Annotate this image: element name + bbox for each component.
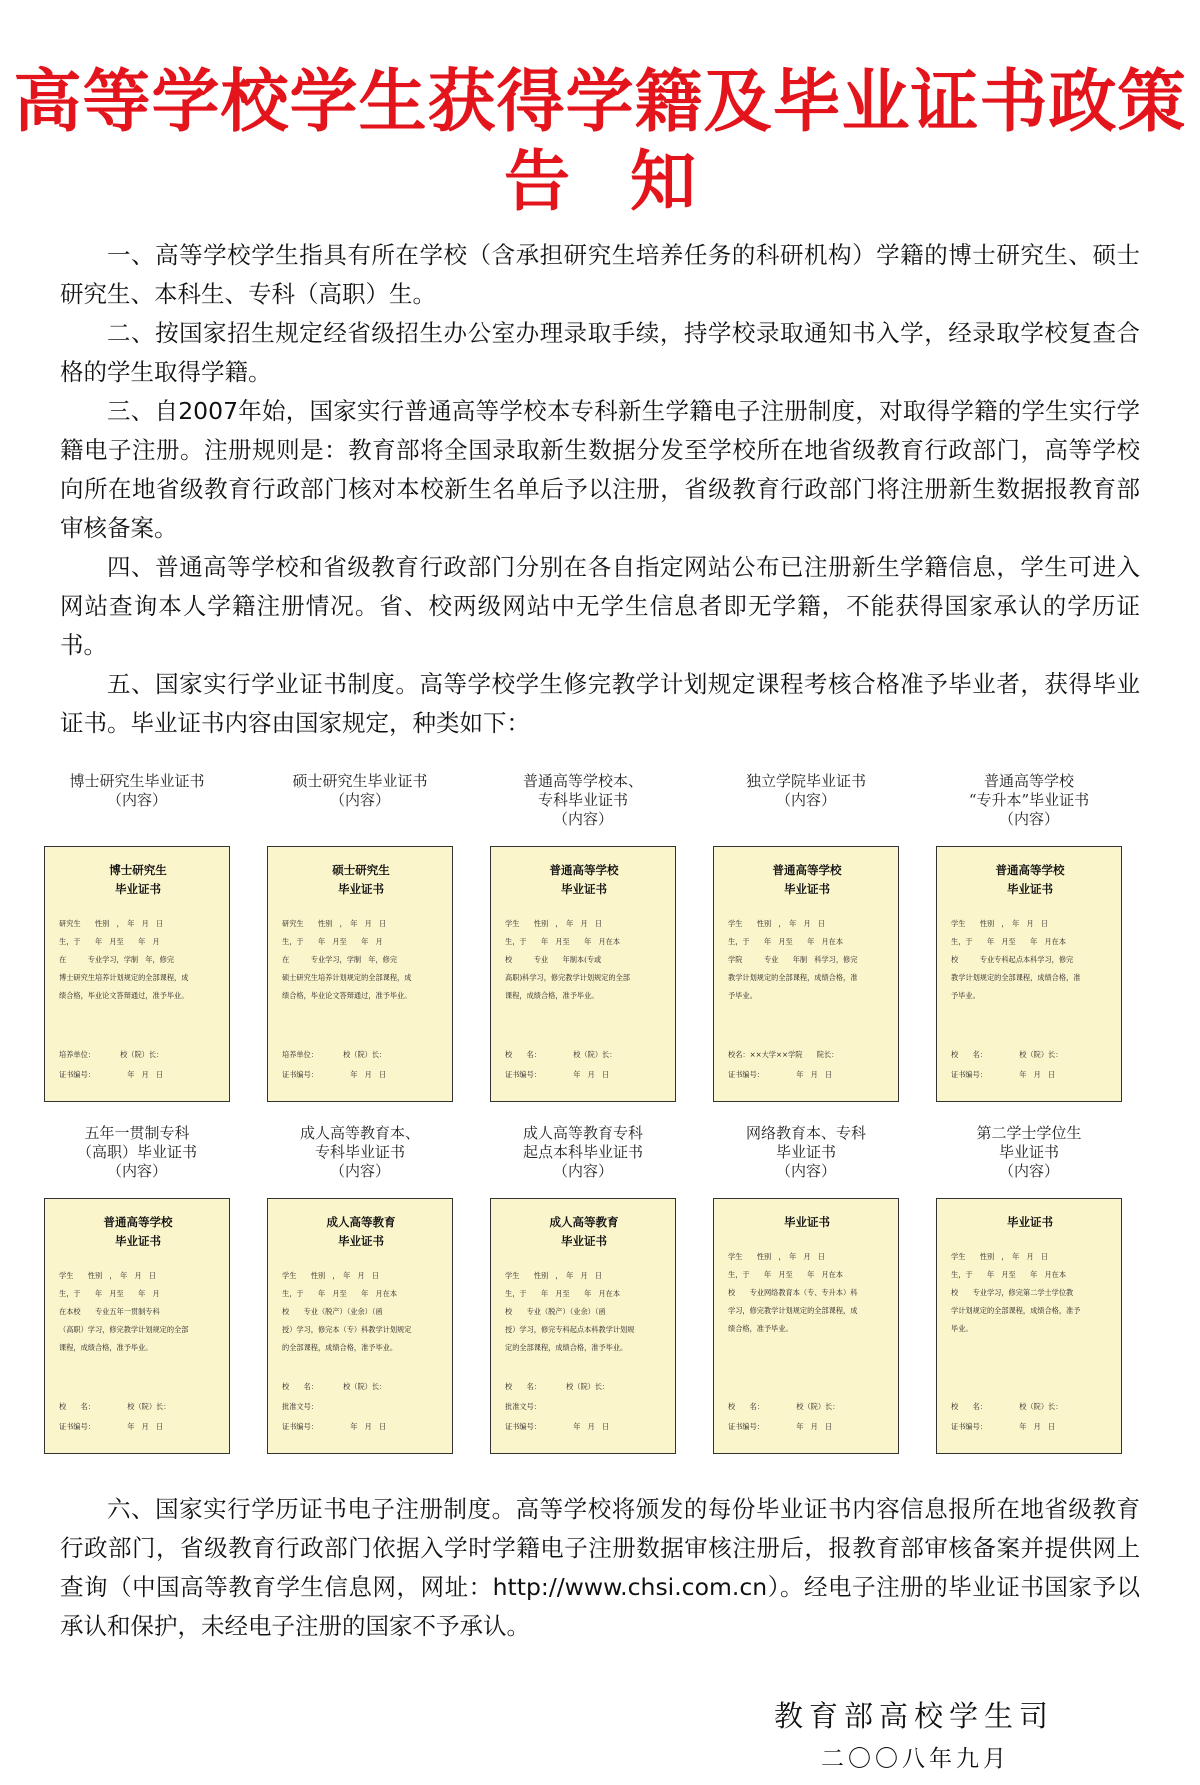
certificate-body-line: 在 专业学习，学制 年，修完 [59,955,175,964]
certificate-body-line: 学生 性别 ， 年 月 日 [951,1252,1049,1261]
certificate-footer [505,1045,665,1085]
policy-paragraph: 三、自2007年始，国家实行普通高等学校本专科新生学籍电子注册制度，对取得学籍的学生实行学籍电子注册。注册规则是：教育部将全国录取新生数据分发至学校所在地省级教育行政部门，高等学校向所在地省级教育行政部门核对本校新生名单后予以注册，省级教育行政部门将注册新生数据报教育部审核备案。 [60,397,1140,542]
certificate-card [267,1198,453,1454]
certificate-sample [936,1124,1122,1454]
certificate-sample [490,772,676,1102]
certificate-title [282,861,440,899]
certificate-body-line: 学院 专业 年制 科学习，修完 [728,955,858,964]
policy-paragraph: 五、国家实行学业证书制度。高等学校学生修完教学计划规定课程考核合格准予毕业者，获得毕业证书。毕业证书内容由国家规定，种类如下： [60,670,1140,737]
certificate-body-line: 学生 性别 ， 年 月 日 [282,1271,380,1280]
caption-line: 起点本科毕业证书 [522,1143,643,1161]
certificate-body-line: 生，于 年 月至 年 月 [59,937,160,946]
certificate-title [282,1213,440,1251]
certificate-body-line: 教学计划规定的全部课程，成绩合格，准 [728,973,858,982]
certificate-body [728,1248,886,1338]
certificate-caption [490,772,676,846]
certificate-footer-line: 校 名： 校（院）长： [505,1382,610,1391]
certificate-title-line: 毕业证书 [561,882,607,896]
certificate-footer-line: 校名：××大学××学院 院长： [728,1050,839,1059]
certificate-body-line: 绩合格，准予毕业。 [728,1324,793,1333]
paragraph-item-6: 六、国家实行学历证书电子注册制度。高等学校将颁发的每份毕业证书内容信息报所在地省级教育行政部门，省级教育行政部门依据入学时学籍电子注册数据审核注册后，报教育部审核备案并提供网上查询（中国高等教育学生信息网，网址：http://www.chsi.com.cn）。经电子注册的毕业证书国家予以承认和保护，未经电子注册的国家不予承认。 [60,1495,1140,1640]
certificate-card [936,1198,1122,1454]
certificate-footer-line: 校 名： 校（院）长： [728,1402,840,1411]
certificate-title-line: 毕业证书 [115,882,161,896]
caption-line: 五年一贯制专科 [84,1124,190,1142]
caption-line: （内容） [106,1162,167,1180]
certificate-body-line: 绩合格，毕业论文答辩通过，准予毕业。 [282,991,412,1000]
caption-line: （内容） [775,791,836,809]
certificate-body-line: 予毕业。 [728,991,757,1000]
certificate-caption [490,1124,676,1198]
certificate-card [713,1198,899,1454]
certificate-title-line: 毕业证书 [338,882,384,896]
certificate-body-line: 授）学习，修完专科起点本科教学计划规 [505,1325,635,1334]
certificate-card [490,1198,676,1454]
certificate-title-line: 普通高等学校 [103,1215,173,1229]
certificate-footer-line: 培养单位： 校（院）长： [59,1050,164,1059]
certificate-caption [713,1124,899,1198]
certificate-footer-line: 证书编号： 年 月 日 [951,1422,1056,1431]
certificate-card [44,846,230,1102]
certificate-body-line: （高职）学习，修完教学计划规定的全部 [59,1325,189,1334]
certificate-footer [951,1045,1111,1085]
caption-line: 毕业证书 [998,1143,1059,1161]
certificate-title-line: 成人高等教育 [326,1215,396,1229]
certificate-body-line: 校 专业学习，修完第二学士学位教 [951,1288,1074,1297]
certificate-footer [59,1397,219,1437]
certificate-body-line: 学生 性别 ， 年 月 日 [505,919,603,928]
certificate-title [728,861,886,899]
certificate-body-line: 的全部课程，成绩合格，准予毕业。 [282,1343,398,1352]
caption-line: 网络教育本、专科 [745,1124,866,1142]
caption-line: 独立学院毕业证书 [745,772,866,790]
policy-intro [60,236,1140,743]
certificate-title-line: 普通高等学校 [549,863,619,877]
certificate-footer-line: 校 名： 校（院）长： [951,1402,1063,1411]
caption-line: （内容） [775,1162,836,1180]
certificate-caption [44,1124,230,1198]
certificate-body-line: 校 专业（脱产）（业余）（函 [282,1307,383,1316]
certificate-body-line: 研究生 性别 ， 年 月 日 [282,919,387,928]
certificate-title-line: 毕业证书 [115,1234,161,1248]
caption-line: （内容） [106,791,167,809]
certificate-caption [267,1124,453,1198]
certificate-body-line: 教学计划规定的全部课程，成绩合格，准 [951,973,1081,982]
certificate-footer [59,1045,219,1085]
certificate-caption [267,772,453,846]
certificate-title-line: 硕士研究生 [332,863,390,877]
certificate-body-line: 校 专业网络教育本（专、专升本）科 [728,1288,858,1297]
certificate-body-line: 定的全部课程，成绩合格，准予毕业。 [505,1343,628,1352]
certificate-title [505,1213,663,1251]
certificate-body-line: 硕士研究生培养计划规定的全部课程，成 [282,973,412,982]
certificate-caption [936,772,1122,846]
certificate-body-line: 生，于 年 月至 年 月在本 [951,937,1067,946]
certificate-footer-line: 证书编号： 年 月 日 [728,1070,833,1079]
certificate-footer [282,1377,442,1437]
certificate-title-line: 毕业证书 [338,1234,384,1248]
caption-line: 第二学士学位生 [976,1124,1082,1142]
certificate-body [282,1267,440,1357]
caption-line: 普通高等学校 [983,772,1074,790]
certificate-body-line: 高职)科学习，修完教学计划规定的全部 [505,973,630,982]
certificate-title-line: 普通高等学校 [772,863,842,877]
certificate-footer [951,1397,1111,1437]
certificate-footer-line: 证书编号： 年 月 日 [282,1070,387,1079]
certificate-title [728,1213,886,1232]
certificate-sample [713,772,899,1102]
certificate-title [59,1213,217,1251]
certificate-title-line: 毕业证书 [1007,882,1053,896]
certificate-title [59,861,217,899]
certificate-body-line: 在 专业学习，学制 年，修完 [282,955,398,964]
certificate-body-line: 学生 性别 ， 年 月 日 [728,919,826,928]
certificate-sample [44,772,230,1102]
certificate-title-line: 毕业证书 [784,882,830,896]
certificate-footer-line: 批准文号： [505,1402,541,1411]
certificate-body-line: 授）学习，修完本（专）科教学计划规定 [282,1325,412,1334]
certificate-card [936,846,1122,1102]
certificate-body-line: 绩合格，毕业论文答辩通过，准予毕业。 [59,991,189,1000]
certificate-body [505,1267,663,1357]
certificate-footer-line: 证书编号： 年 月 日 [282,1422,387,1431]
certificate-title-line: 毕业证书 [1007,1215,1053,1229]
policy-paragraph: 四、普通高等学校和省级教育行政部门分别在各自指定网站公布已注册新生学籍信息，学生可进入网站查询本人学籍注册情况。省、校两级网站中无学生信息者即无学籍，不能获得国家承认的学历证书。 [60,553,1140,659]
certificate-body-line: 课程，成绩合格，准予毕业。 [59,1343,153,1352]
certificate-body-line: 课程，成绩合格，准予毕业。 [505,991,599,1000]
caption-line: （内容） [552,1162,613,1180]
certificate-footer-line: 校 名： 校（院）长： [59,1402,171,1411]
certificate-row-2 [44,1124,1164,1454]
certificate-title-line: 毕业证书 [784,1215,830,1229]
certificate-title [505,861,663,899]
caption-line: （内容） [329,791,390,809]
certificate-body-line: 生，于 年 月至 年 月在本 [951,1270,1067,1279]
certificate-body-line: 学生 性别 ， 年 月 日 [951,919,1049,928]
caption-line: 普通高等学校本、 [522,772,643,790]
policy-paragraph: 一、高等学校学生指具有所在学校（含承担研究生培养任务的科研机构）学籍的博士研究生、硕士研究生、本科生、专科（高职）生。 [60,241,1140,308]
certificate-footer [728,1397,888,1437]
certificate-footer-line: 培养单位： 校（院）长： [282,1050,387,1059]
certificate-body-line: 学生 性别 ， 年 月 日 [505,1271,603,1280]
caption-line: 硕士研究生毕业证书 [292,772,428,790]
certificate-card [713,846,899,1102]
certificate-body-line: 予毕业。 [951,991,980,1000]
caption-line: （内容） [998,1162,1059,1180]
certificate-caption [44,772,230,846]
certificate-body-line: 学习，修完教学计划规定的全部课程，成 [728,1306,858,1315]
certificate-body-line: 博士研究生培养计划规定的全部课程，成 [59,973,189,982]
certificate-card [490,846,676,1102]
caption-line: 专科毕业证书 [537,791,628,809]
caption-line: 专科毕业证书 [314,1143,405,1161]
certificate-body [728,915,886,1005]
certificate-sample [490,1124,676,1454]
certificate-title [951,861,1109,899]
certificate-footer-line: 证书编号： 年 月 日 [728,1422,833,1431]
certificate-footer [282,1045,442,1085]
certificate-body [951,1248,1109,1338]
certificate-card [267,846,453,1102]
certificate-sample [936,772,1122,1102]
certificate-footer-line: 批准文号： [282,1402,318,1411]
certificate-body-line: 毕业。 [951,1324,973,1333]
certificate-body [59,915,217,1005]
certificate-body-line: 生，于 年 月至 年 月 [282,937,383,946]
certificate-footer [728,1045,888,1085]
certificate-footer-line: 证书编号： 年 月 日 [59,1070,164,1079]
certificate-footer [505,1377,665,1437]
certificate-body-line: 学计划规定的全部课程，成绩合格，准予 [951,1306,1081,1315]
caption-line: 成人高等教育专科 [522,1124,643,1142]
certificate-body-line: 校 专业专科起点本科学习，修完 [951,955,1074,964]
certificate-body [951,915,1109,1005]
certificate-sample [713,1124,899,1454]
certificate-footer-line: 校 名： 校（院）长： [505,1050,617,1059]
certificate-body-line: 校 专业 年制本(专或 [505,955,602,964]
certificate-body-line: 生，于 年 月至 年 月在本 [505,1289,621,1298]
certificate-footer-line: 校 名： 校（院）长： [282,1382,387,1391]
certificate-body-line: 校 专业（脱产）（业余）（函 [505,1307,606,1316]
certificate-sample [267,1124,453,1454]
caption-line: 博士研究生毕业证书 [69,772,205,790]
certificate-body [505,915,663,1005]
page-subtitle: 告知 [504,142,756,220]
certificate-title [951,1213,1109,1232]
caption-line: 成人高等教育本、 [299,1124,420,1142]
caption-line: （内容） [329,1162,390,1180]
caption-line: （内容） [552,810,613,828]
certificate-title-line: 普通高等学校 [995,863,1065,877]
certificate-body-line: 生，于 年 月至 年 月在本 [505,937,621,946]
certificate-body [59,1267,217,1357]
certificate-caption [936,1124,1122,1198]
page-title: 高等学校学生获得学籍及毕业证书政策 [13,62,1187,142]
certificate-body-line: 在本校 专业五年一贯制专科 [59,1307,160,1316]
policy-item-6 [60,1490,1140,1646]
certificate-caption [713,772,899,846]
certificate-card [44,1198,230,1454]
caption-line: （内容） [998,810,1059,828]
caption-line: “专升本”毕业证书 [968,791,1090,809]
certificate-body-line: 研究生 性别 ， 年 月 日 [59,919,164,928]
caption-line: 毕业证书 [775,1143,836,1161]
certificate-footer-line: 证书编号： 年 月 日 [59,1422,164,1431]
signature-org: 教育部高校学生司 [773,1699,1054,1733]
certificate-title-line: 毕业证书 [561,1234,607,1248]
certificate-body-line: 生，于 年 月至 年 月在本 [282,1289,398,1298]
signature-date: 二〇〇八年九月 [821,1746,1010,1772]
certificate-footer-line: 证书编号： 年 月 日 [505,1070,610,1079]
certificate-sample [44,1124,230,1454]
certificate-body-line: 生，于 年 月至 年 月 [59,1289,160,1298]
caption-line: （高职）毕业证书 [76,1143,197,1161]
certificate-sample [267,772,453,1102]
certificate-footer-line: 证书编号： 年 月 日 [951,1070,1056,1079]
certificate-body-line: 生，于 年 月至 年 月在本 [728,937,844,946]
certificate-body-line: 生，于 年 月至 年 月在本 [728,1270,844,1279]
certificate-body [282,915,440,1005]
certificate-title-line: 成人高等教育 [549,1215,619,1229]
certificate-title-line: 博士研究生 [109,863,167,877]
certificate-body-line: 学生 性别 ， 年 月 日 [728,1252,826,1261]
certificate-footer-line: 校 名： 校（院）长： [951,1050,1063,1059]
certificate-body-line: 学生 性别 ， 年 月 日 [59,1271,157,1280]
policy-paragraph: 二、按国家招生规定经省级招生办公室办理录取手续，持学校录取通知书入学，经录取学校复查合格的学生取得学籍。 [60,319,1140,386]
certificate-row-1 [44,772,1164,1102]
certificate-footer-line: 证书编号： 年 月 日 [505,1422,610,1431]
